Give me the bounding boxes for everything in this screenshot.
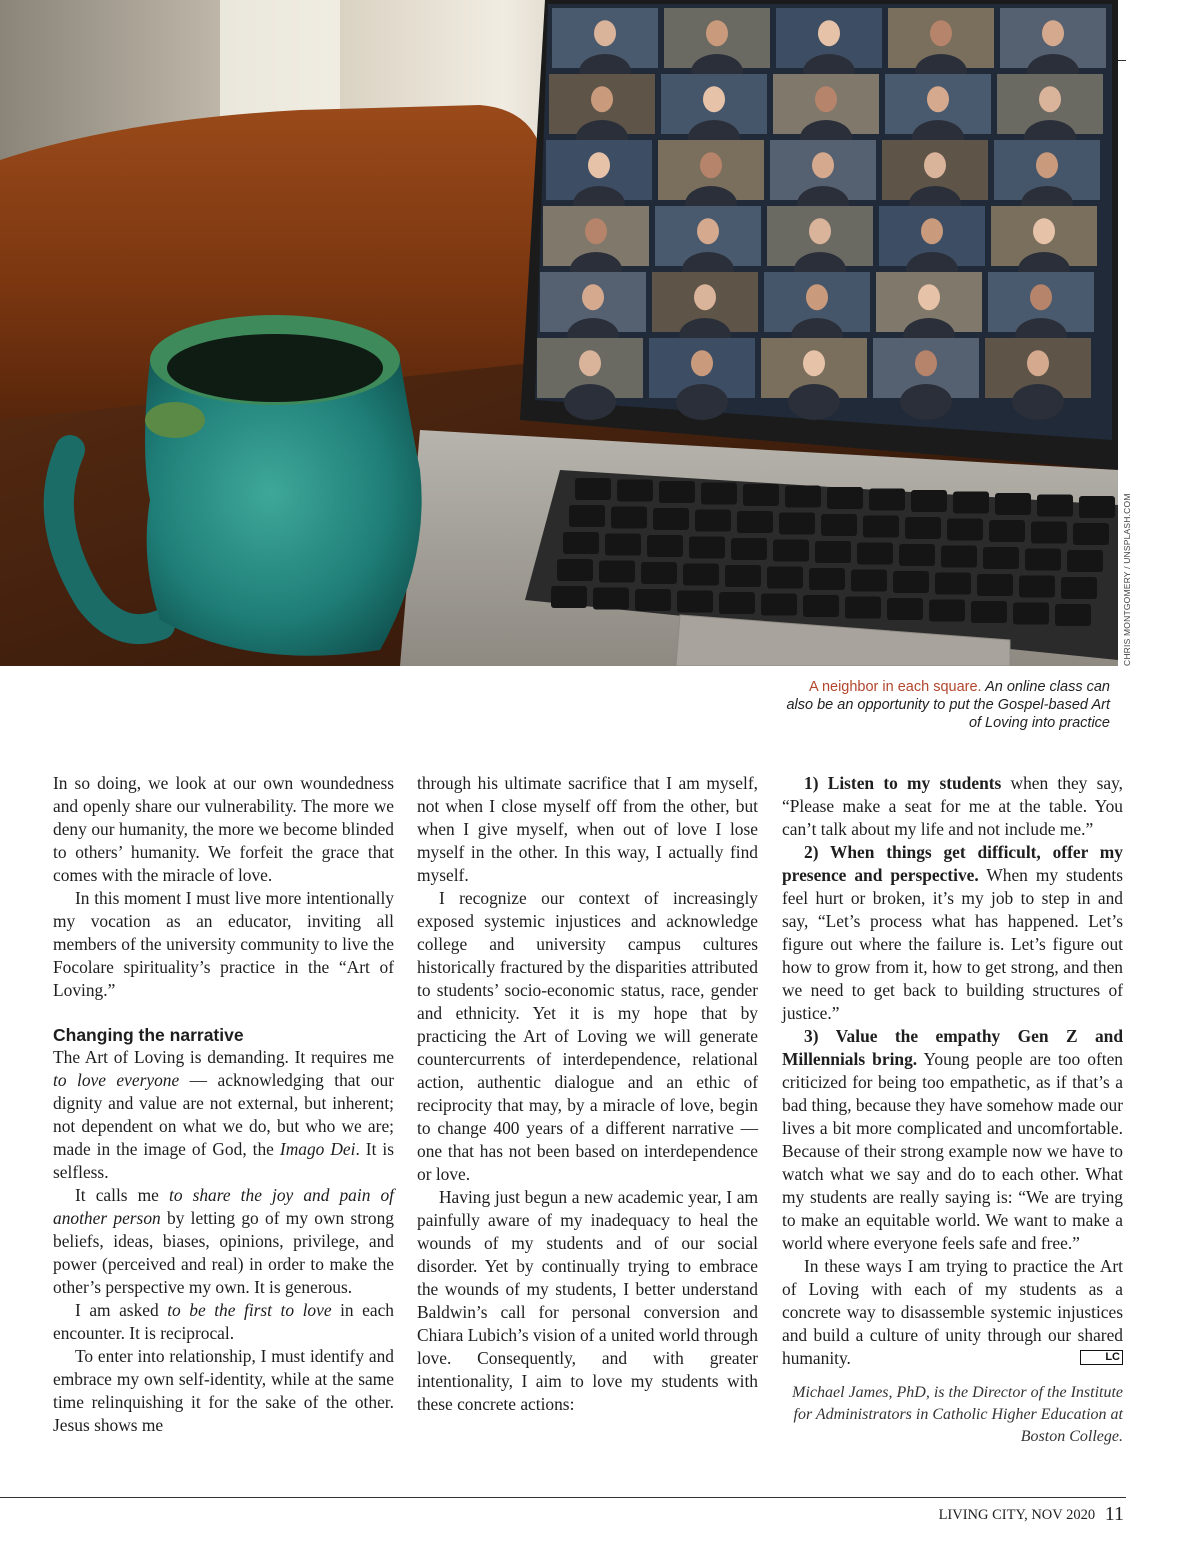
keyboard-key	[599, 561, 635, 583]
keyboard-key	[815, 541, 851, 563]
issue-date: NOV 2020	[1031, 1507, 1096, 1523]
keyboard-key	[785, 486, 821, 508]
keyboard-keys	[551, 478, 1115, 626]
keyboard-key	[563, 532, 599, 554]
keyboard-key	[641, 562, 677, 584]
keyboard-key	[551, 586, 587, 608]
paragraph: The Art of Loving is demanding. It requires me to love everyone — acknowledging that our dignity and value are not external, but inherent; not dependent on what we do, but who we are; made in the image of God, the Imago Dei. It is selfless.	[53, 1047, 395, 1182]
keyboard-key	[971, 601, 1007, 623]
margin-tick	[1118, 60, 1126, 61]
caption-text: An online class can also be an opportunity to put the Gospel-based Art of Loving into practice	[786, 679, 1110, 731]
keyboard-key	[809, 568, 845, 590]
keyboard-key	[743, 484, 779, 506]
keyboard-key	[995, 493, 1031, 515]
keyboard-key	[737, 511, 773, 533]
keyboard-key	[617, 480, 653, 502]
paragraph: I recognize our context of increasingly exposed systemic injustices and acknowledge college and university campus cultures historically fractured by the disparities attributed to students’ socio-economic status, race, gender and ethnicity. Yet it is my hope that by practicing the Art of Loving we will generate countercurrents of interdependence, relational action, authentic dialogue and an ethic of reciprocity that may, by a miracle of love, begin to change 400 years of a different narrative — one that has not been based on interdependence or love.	[417, 888, 758, 1184]
keyboard-key	[683, 564, 719, 586]
keyboard-key	[653, 508, 689, 530]
keyboard-key	[1073, 523, 1109, 545]
action-item: 3) Value the empathy Gen Z and Millennials bring. Young people are too often criticized for being too empathetic, as if that’s a bad thing, because they have somehow made our lives a bit more complicated and uncomfortable. Because of their strong example now we have to watch what we say and do to each other. What my students are really saying is: “We are trying to make an equitable world. We want to make a world where everyone feels safe and free.”	[782, 1026, 1124, 1253]
keyboard-key	[689, 537, 725, 559]
section-heading: Changing the narrative	[53, 1025, 244, 1045]
action-item: 2) When things get difficult, offer my presence and perspective. When my students feel hurt or broken, it’s my job to step in and say, “Let’s process what has happened. Let’s figure out where the failure is. Let’s figure out how to grow from it, how to get strong, and then we need to get back to building structures of justice.”	[782, 842, 1123, 1023]
paragraph: In so doing, we look at our own woundedness and openly share our vulnerability. The more we deny our humanity, the more we become blinded to others’ humanity. We forfeit the grace that comes with the miracle of love.	[53, 773, 394, 885]
end-mark-logo: LC	[1080, 1350, 1123, 1365]
keyboard-key	[929, 600, 965, 622]
keyboard-key	[719, 592, 755, 614]
keyboard-key	[827, 487, 863, 509]
photo-caption	[780, 678, 1110, 732]
keyboard-key	[1037, 495, 1073, 517]
keyboard-key	[767, 567, 803, 589]
keyboard-key	[1013, 603, 1049, 625]
publication-name: LIVING CITY,	[938, 1507, 1028, 1523]
keyboard-key	[947, 519, 983, 541]
keyboard-key	[605, 534, 641, 556]
keyboard-key	[575, 478, 611, 500]
keyboard-key	[1031, 522, 1067, 544]
paragraph: I am asked to be the first to love in each encounter. It is reciprocal.	[53, 1300, 394, 1343]
keyboard-key	[701, 483, 737, 505]
paragraph: It calls me to share the joy and pain of another person by letting go of my own strong beliefs, ideas, biases, opinions, privilege, and power (perceived and real) in order to make the other’s perspective my own. It is generous.	[53, 1185, 395, 1297]
caption-lead: A neighbor in each square.	[809, 679, 982, 695]
keyboard-key	[977, 574, 1013, 596]
keyboard-key	[773, 540, 809, 562]
keyboard-key	[887, 598, 923, 620]
keyboard-key	[899, 544, 935, 566]
hero-photo	[0, 0, 1118, 666]
keyboard-key	[569, 505, 605, 527]
keyboard-key	[911, 490, 947, 512]
keyboard-key	[983, 547, 1019, 569]
action-item: 1) Listen to my students when they say, “Please make a seat for me at the table. You can’t talk about my life and not include me.”	[782, 773, 1123, 839]
paragraph: Having just begun a new academic year, I am painfully aware of my inadequacy to heal the wounds of my students and of our social disorder. Yet by continually trying to embrace the wounds of my students, I better understand Baldwin’s call for personal conversion and Chiara Lubich’s vision of a united world through love. Consequently, and with greater intentionality, I aim to love my students with these concrete actions:	[417, 1187, 758, 1414]
article-column-2	[417, 772, 758, 1416]
paragraph: through his ultimate sacrifice that I am myself, not when I close myself off from the other, but when I give myself, when out of love I lose myself in the other. In this way, I actually find myself.	[417, 773, 758, 885]
keyboard-key	[941, 546, 977, 568]
keyboard-key	[731, 538, 767, 560]
keyboard-key	[677, 591, 713, 613]
paragraph: To enter into relationship, I must identify and embrace my own self-identity, while at the same time relinquishing it for the sake of the other. Jesus shows me	[53, 1346, 394, 1435]
photo-credit: CHRIS MONTGOMERY / UNSPLASH.COM	[1122, 493, 1132, 666]
keyboard-key	[989, 520, 1025, 542]
footer-rule	[0, 1497, 1126, 1498]
keyboard-key	[803, 595, 839, 617]
keyboard-key	[1055, 604, 1091, 626]
keyboard-key	[857, 543, 893, 565]
keyboard-key	[1019, 576, 1055, 598]
keyboard-key	[845, 597, 881, 619]
keyboard-key	[869, 489, 905, 511]
keyboard-key	[761, 594, 797, 616]
keyboard-key	[1067, 550, 1103, 572]
keyboard-key	[695, 510, 731, 532]
keyboard-key	[893, 571, 929, 593]
keyboard-key	[557, 559, 593, 581]
keyboard-key	[821, 514, 857, 536]
keyboard-key	[851, 570, 887, 592]
paragraph: In these ways I am trying to practice the Art of Loving with each of my students as a concrete way to disassemble systemic injustices and build a culture of unity through our shared humanity. LC	[782, 1256, 1123, 1368]
article-column-3	[782, 772, 1123, 1448]
keyboard-key	[611, 507, 647, 529]
keyboard-key	[659, 481, 695, 503]
keyboard-key	[725, 565, 761, 587]
keyboard-key	[593, 588, 629, 610]
keyboard-key	[779, 513, 815, 535]
keyboard-key	[635, 589, 671, 611]
keyboard-key	[953, 492, 989, 514]
author-bio: Michael James, PhD, is the Director of the Institute for Administrators in Catholic Higher Education at Boston College.	[792, 1384, 1123, 1445]
keyboard-key	[905, 517, 941, 539]
page-footer	[939, 1503, 1124, 1526]
keyboard-key	[1025, 549, 1061, 571]
paragraph: In this moment I must live more intentionally my vocation as an educator, inviting all members of the university community to live the Focolare spirituality’s practice in the “Art of Loving.”	[53, 888, 394, 1000]
article-column-1	[53, 772, 394, 1437]
keyboard-key	[1079, 496, 1115, 518]
keyboard-key	[863, 516, 899, 538]
page-number: 11	[1104, 1503, 1124, 1525]
keyboard-key	[935, 573, 971, 595]
keyboard-key	[647, 535, 683, 557]
keyboard-key	[1061, 577, 1097, 599]
